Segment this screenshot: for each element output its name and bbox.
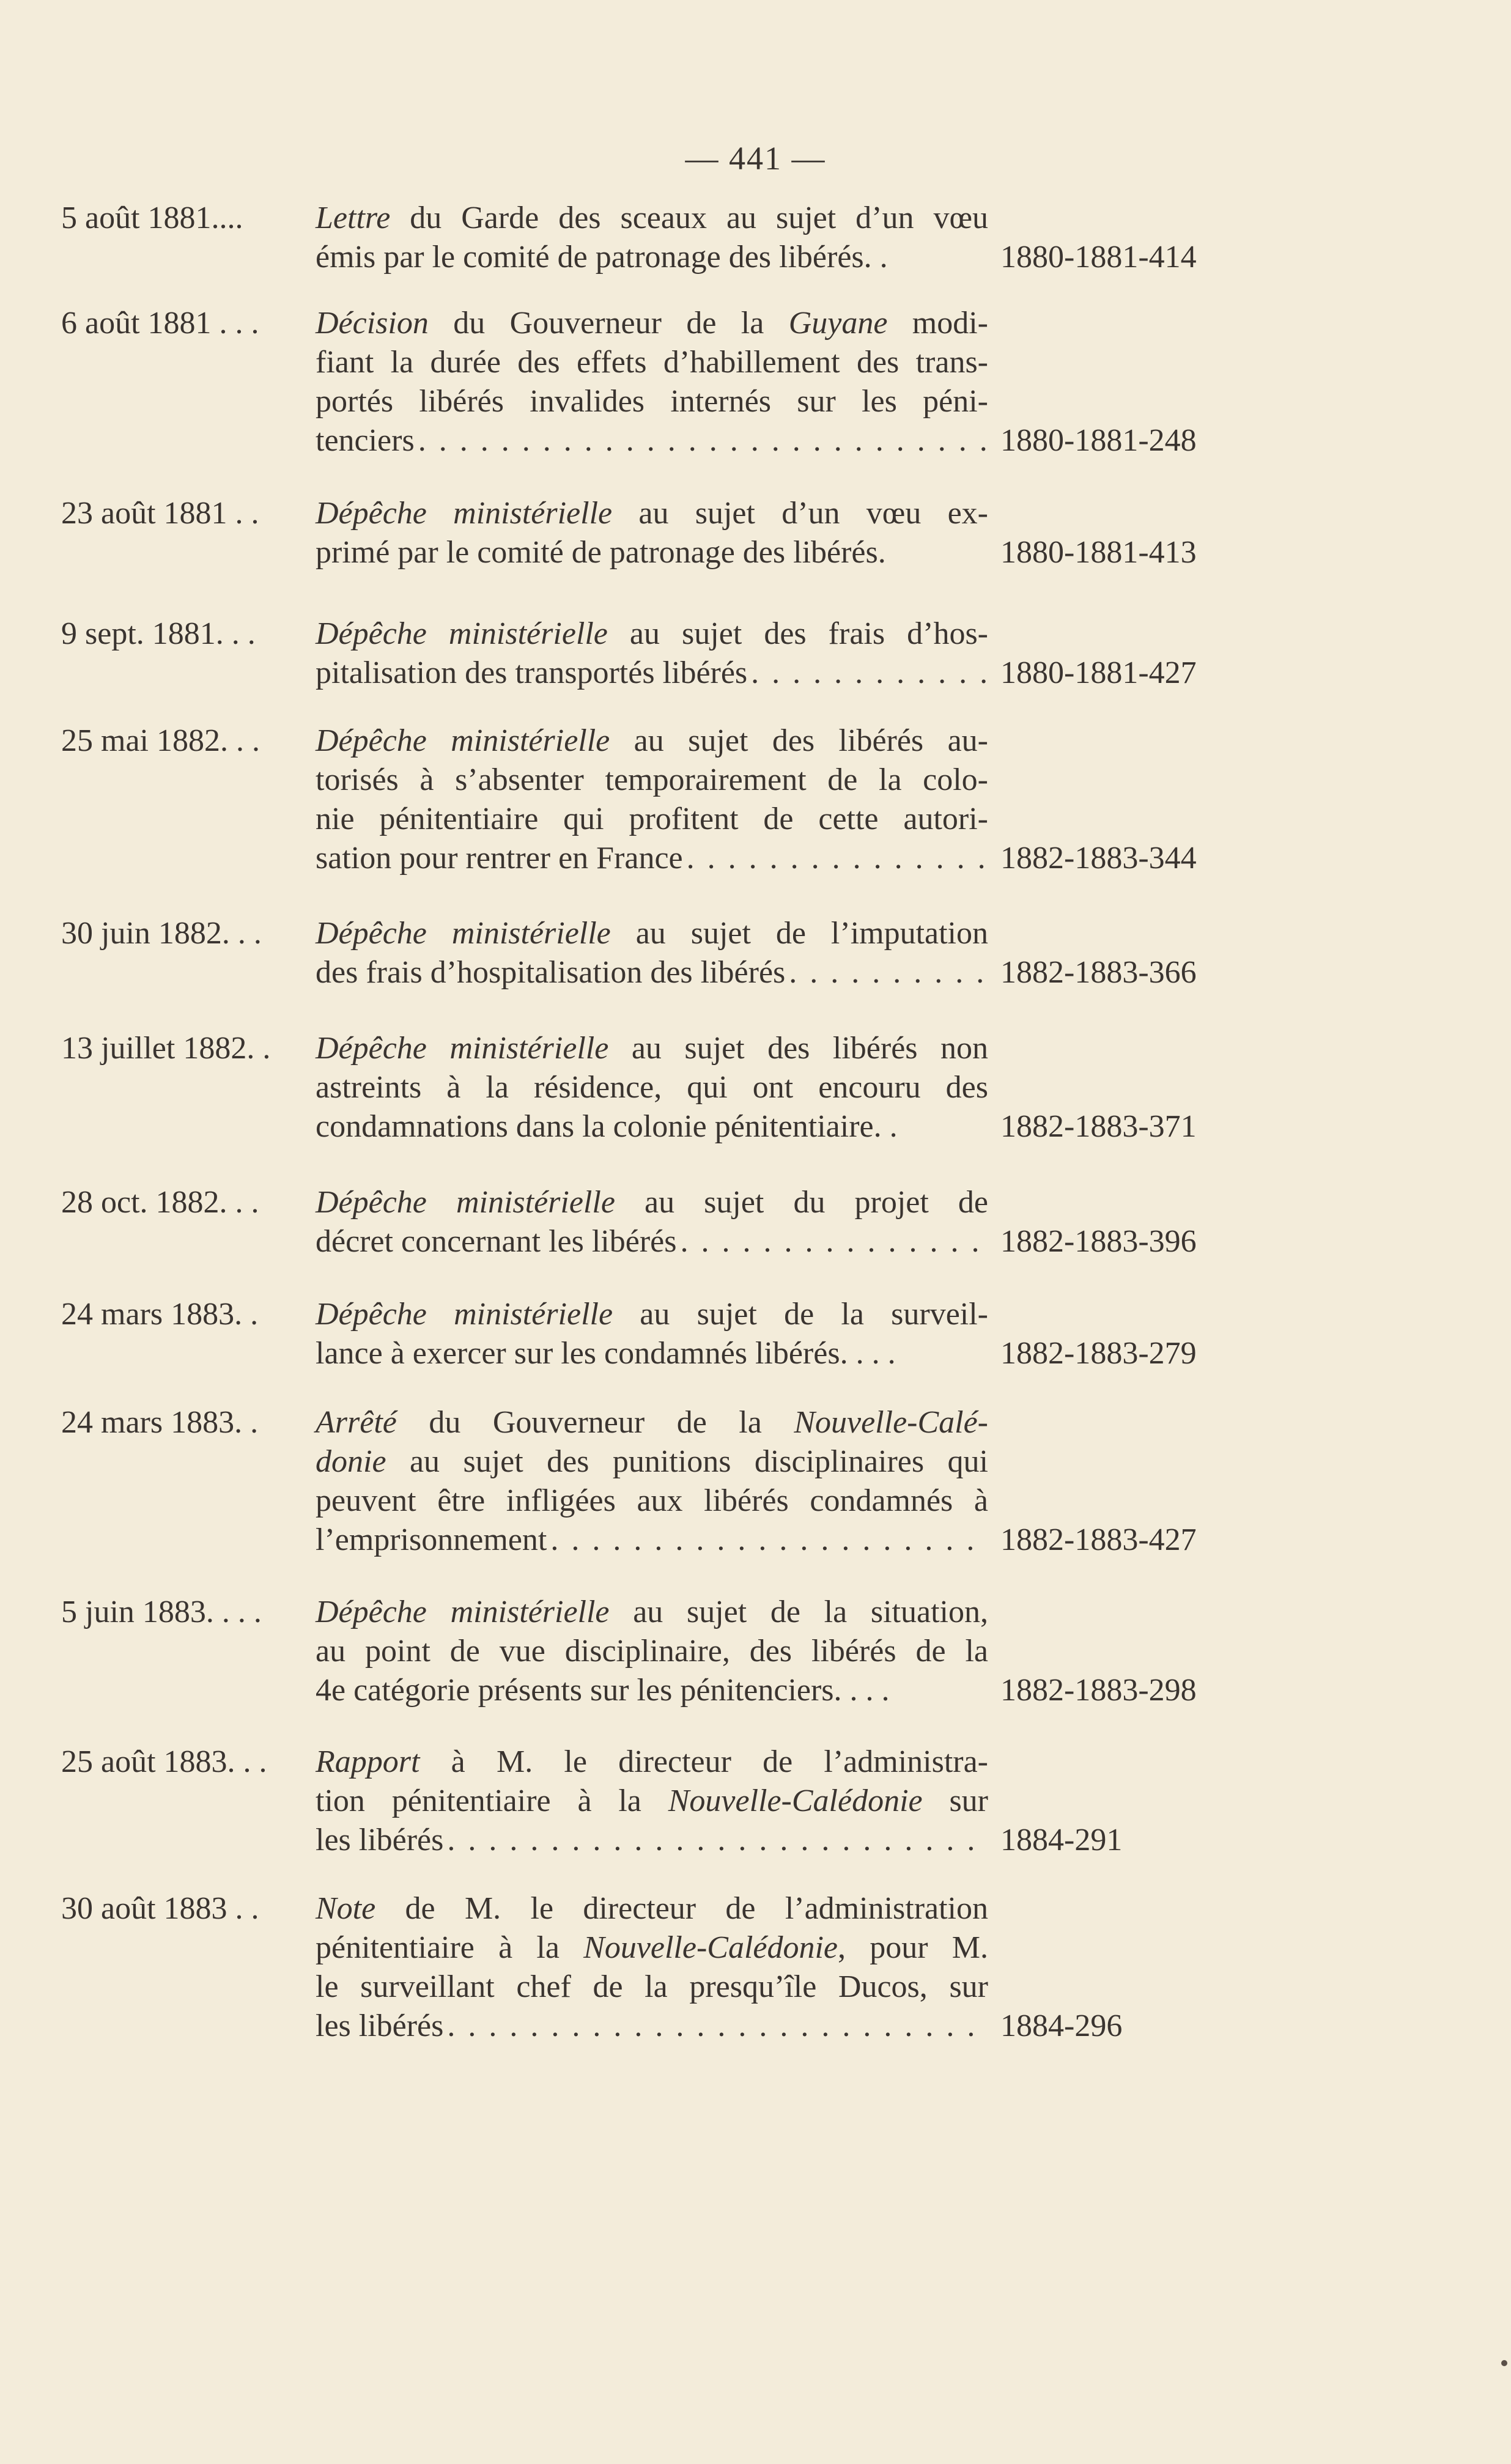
text-fragment: au sujet de l’imputation bbox=[610, 916, 989, 951]
text-fragment: des frais d’hospitalisation des libérés bbox=[316, 955, 786, 990]
entry-date: 25 août 1883. . . bbox=[61, 1744, 267, 1779]
entry-description bbox=[316, 1295, 988, 1373]
entry-description bbox=[316, 721, 988, 878]
description-line bbox=[316, 614, 988, 654]
description-line bbox=[316, 1593, 988, 1632]
text-fragment: à M. le directeur de l’administra- bbox=[419, 1744, 988, 1779]
italic-term: Dépêche ministérielle bbox=[316, 1031, 609, 1066]
entry-description bbox=[316, 1029, 988, 1146]
italic-term: donie bbox=[316, 1444, 386, 1479]
italic-term: Nouvelle-Calédonie bbox=[583, 1930, 838, 1965]
italic-term: Arrêté bbox=[316, 1405, 397, 1440]
description-line bbox=[316, 839, 988, 878]
text-fragment: au point de vue disciplinaire, des libérés de la bbox=[316, 1634, 988, 1669]
text-fragment: de M. le directeur de l’administration bbox=[375, 1891, 988, 1926]
dot-leader bbox=[789, 953, 988, 992]
text-fragment: au sujet des libérés au- bbox=[610, 723, 988, 758]
entry-reference: 1884-296 bbox=[1000, 2008, 1123, 2043]
dot-leader bbox=[550, 1521, 988, 1560]
text-fragment: condamnations dans la colonie pénitentiaire. . bbox=[316, 1109, 898, 1144]
italic-term: Dépêche ministérielle bbox=[316, 723, 610, 758]
description-line bbox=[316, 1671, 988, 1710]
description-line bbox=[316, 2007, 988, 2046]
text-fragment: pitalisation des transportés libérés bbox=[316, 655, 748, 690]
entry-date: 6 août 1881 . . . bbox=[61, 306, 259, 341]
text-fragment: torisés à s’absenter temporairement de la colo- bbox=[316, 762, 988, 797]
text-fragment: lance à exercer sur les condamnés libérés. . . . bbox=[316, 1336, 896, 1371]
text-fragment: du Garde des sceaux au sujet d’un vœu bbox=[390, 201, 988, 235]
description-line bbox=[316, 721, 988, 761]
entry-description bbox=[316, 304, 988, 460]
line-text bbox=[316, 2007, 443, 2046]
description-line bbox=[316, 1295, 988, 1334]
entry-date: 24 mars 1883. . bbox=[61, 1297, 259, 1332]
text-fragment: peuvent être infligées aux libérés condamnés à bbox=[316, 1483, 988, 1518]
description-line bbox=[316, 304, 988, 343]
text-fragment: tenciers bbox=[316, 423, 415, 458]
italic-term: Note bbox=[316, 1891, 376, 1926]
entry-reference: 1882-1883-298 bbox=[1000, 1673, 1197, 1708]
text-fragment: , pour M. bbox=[838, 1930, 988, 1965]
entry-reference: 1880-1881-248 bbox=[1000, 423, 1197, 458]
description-line bbox=[316, 1403, 988, 1442]
text-fragment: pénitentiaire à la bbox=[316, 1930, 584, 1965]
dot-leader bbox=[680, 1222, 988, 1261]
description-line bbox=[316, 1889, 988, 1928]
entry-description bbox=[316, 1183, 988, 1261]
text-fragment: l’emprisonnement bbox=[316, 1522, 547, 1557]
italic-term: Lettre bbox=[316, 201, 391, 235]
description-line bbox=[316, 494, 988, 533]
description-line bbox=[316, 654, 988, 693]
description-line bbox=[316, 421, 988, 460]
text-fragment: au sujet de la surveil- bbox=[613, 1297, 988, 1332]
text-fragment: tion pénitentiaire à la bbox=[316, 1783, 668, 1818]
text-fragment: émis par le comité de patronage des libérés. . bbox=[316, 240, 888, 275]
description-line bbox=[316, 1821, 988, 1860]
dot-leader bbox=[687, 839, 988, 878]
line-text bbox=[316, 1222, 676, 1261]
text-fragment: nie pénitentiaire qui profitent de cette autori- bbox=[316, 802, 988, 836]
italic-term: Dépêche ministérielle bbox=[316, 1297, 613, 1332]
description-line bbox=[316, 1521, 988, 1560]
entry-date: 28 oct. 1882. . . bbox=[61, 1185, 259, 1220]
dot-leader bbox=[751, 654, 988, 693]
description-line bbox=[316, 1968, 988, 2007]
text-fragment: du Gouverneur de la bbox=[396, 1405, 794, 1440]
entry-description bbox=[316, 1403, 988, 1560]
entry-description bbox=[316, 199, 988, 277]
entry-description bbox=[316, 494, 988, 572]
description-line bbox=[316, 914, 988, 953]
entry-reference: 1882-1883-371 bbox=[1000, 1109, 1197, 1144]
entry-reference: 1880-1881-413 bbox=[1000, 535, 1197, 570]
text-fragment: 4e catégorie présents sur les pénitenciers. . . . bbox=[316, 1673, 890, 1708]
entry-description bbox=[316, 1889, 988, 2046]
line-text bbox=[316, 421, 415, 460]
entry-date: 23 août 1881 . . bbox=[61, 496, 259, 531]
italic-term: Dépêche ministérielle bbox=[316, 1595, 610, 1629]
entry-date: 5 juin 1883. . . . bbox=[61, 1595, 262, 1629]
description-line bbox=[316, 1782, 988, 1821]
entry-date: 30 juin 1882. . . bbox=[61, 916, 262, 951]
text-fragment: au sujet des punitions disciplinaires qui bbox=[386, 1444, 988, 1479]
italic-term: Décision bbox=[316, 306, 429, 341]
description-line bbox=[316, 1442, 988, 1481]
entry-date: 30 août 1883 . . bbox=[61, 1891, 259, 1926]
text-fragment: astreints à la résidence, qui ont encouru des bbox=[316, 1070, 988, 1105]
italic-term: Dépêche ministérielle bbox=[316, 916, 611, 951]
italic-term: Rapport bbox=[316, 1744, 420, 1779]
dot-leader bbox=[447, 2007, 988, 2046]
entry-reference: 1884-291 bbox=[1000, 1823, 1123, 1857]
text-fragment: primé par le comité de patronage des libérés. bbox=[316, 535, 886, 570]
description-line bbox=[316, 238, 988, 277]
text-fragment: au sujet des libérés non bbox=[608, 1031, 989, 1066]
entry-date: 9 sept. 1881. . . bbox=[61, 616, 256, 651]
description-line bbox=[316, 1334, 988, 1373]
entry-reference: 1882-1883-344 bbox=[1000, 841, 1197, 876]
description-line bbox=[316, 1632, 988, 1671]
text-fragment: modi- bbox=[887, 306, 988, 341]
entry-reference: 1882-1883-279 bbox=[1000, 1336, 1197, 1371]
text-fragment: les libérés bbox=[316, 2008, 444, 2043]
text-fragment: au sujet du projet de bbox=[615, 1185, 988, 1220]
description-line bbox=[316, 1183, 988, 1222]
entry-description bbox=[316, 1743, 988, 1860]
text-fragment: le surveillant chef de la presqu’île Ducos, sur bbox=[316, 1969, 988, 2004]
description-line bbox=[316, 761, 988, 800]
italic-term: Nouvelle-Calédonie bbox=[668, 1783, 923, 1818]
entry-date: 5 août 1881.... bbox=[61, 201, 243, 235]
dot-leader bbox=[447, 1821, 988, 1860]
description-line bbox=[316, 533, 988, 572]
line-text bbox=[316, 953, 785, 992]
entry-date: 13 juillet 1882. . bbox=[61, 1031, 271, 1066]
italic-term: Guyane bbox=[788, 306, 888, 341]
entry-reference: 1882-1883-366 bbox=[1000, 955, 1197, 990]
description-line bbox=[316, 1481, 988, 1521]
line-text bbox=[316, 654, 747, 693]
description-line bbox=[316, 1029, 988, 1068]
entry-reference: 1880-1881-414 bbox=[1000, 240, 1197, 275]
line-text bbox=[316, 839, 683, 878]
description-line bbox=[316, 1222, 988, 1261]
dot-leader bbox=[418, 421, 988, 460]
entry-reference: 1880-1881-427 bbox=[1000, 655, 1197, 690]
description-line bbox=[316, 1107, 988, 1146]
entry-description bbox=[316, 1593, 988, 1710]
description-line bbox=[316, 953, 988, 992]
text-fragment: au sujet d’un vœu ex- bbox=[612, 496, 988, 531]
description-line bbox=[316, 199, 988, 238]
text-fragment: au sujet des frais d’hos- bbox=[607, 616, 988, 651]
italic-term: Dépêche ministérielle bbox=[316, 616, 608, 651]
text-fragment: sation pour rentrer en France bbox=[316, 841, 683, 876]
italic-term: Dépêche ministérielle bbox=[316, 1185, 615, 1220]
entry-date: 24 mars 1883. . bbox=[61, 1405, 259, 1440]
entry-description bbox=[316, 614, 988, 693]
line-text bbox=[316, 1521, 547, 1560]
italic-term: Nouvelle-Calé- bbox=[794, 1405, 988, 1440]
text-fragment: sur bbox=[922, 1783, 988, 1818]
ink-speck bbox=[1501, 2360, 1507, 2366]
description-line bbox=[316, 343, 988, 382]
text-fragment: décret concernant les libérés bbox=[316, 1224, 677, 1259]
entry-description bbox=[316, 914, 988, 992]
description-line bbox=[316, 1743, 988, 1782]
text-fragment: les libérés bbox=[316, 1823, 444, 1857]
entry-date: 25 mai 1882. . . bbox=[61, 723, 260, 758]
italic-term: Dépêche ministérielle bbox=[316, 496, 613, 531]
text-fragment: portés libérés invalides internés sur les péni- bbox=[316, 384, 988, 419]
description-line bbox=[316, 1928, 988, 1968]
description-line bbox=[316, 382, 988, 421]
entry-reference: 1882-1883-396 bbox=[1000, 1224, 1197, 1259]
line-text bbox=[316, 1821, 443, 1860]
description-line bbox=[316, 1068, 988, 1107]
text-fragment: au sujet de la situation, bbox=[609, 1595, 988, 1629]
text-fragment: du Gouverneur de la bbox=[428, 306, 789, 341]
entry-reference: 1882-1883-427 bbox=[1000, 1522, 1197, 1557]
description-line bbox=[316, 800, 988, 839]
page-number: — 441 — bbox=[685, 140, 826, 177]
text-fragment: fiant la durée des effets d’habillement des trans- bbox=[316, 345, 988, 380]
